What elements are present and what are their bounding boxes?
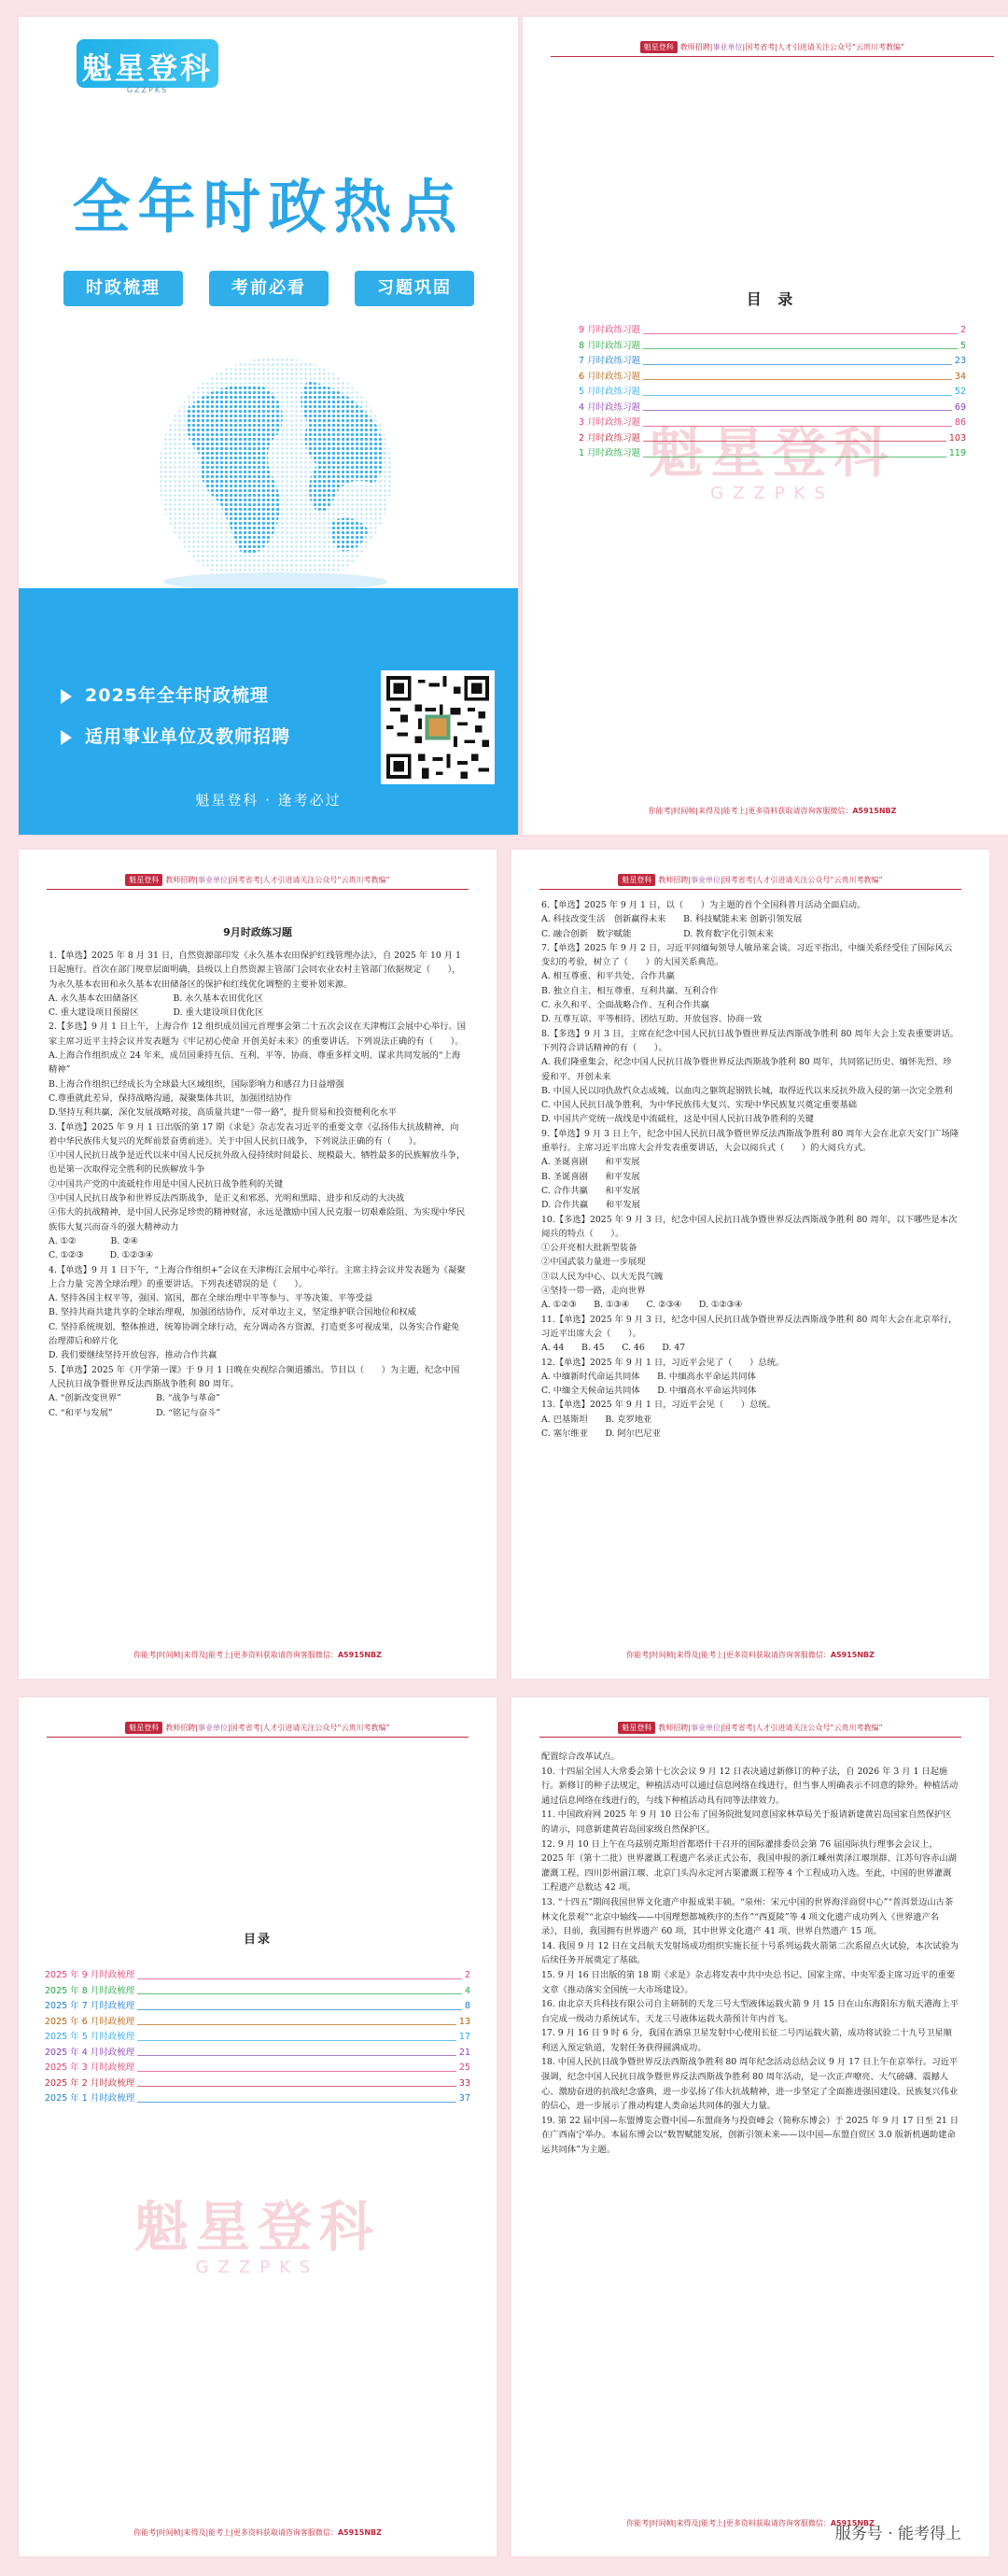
tag-must-read: 考前必看 xyxy=(209,271,329,306)
review-page xyxy=(511,1697,989,2556)
toc-entry[interactable] xyxy=(45,2091,470,2107)
toc-entry-page: 69 xyxy=(954,401,966,413)
toc-leader xyxy=(643,395,952,396)
paragraph: 14. 我国 9 月 12 日在文昌航天发射场成功组织实施长征十号系列运载火箭第二次系留点火试验，本次试验为后续任务开展奠定了基础。 xyxy=(541,1940,959,1966)
toc-entry[interactable] xyxy=(45,2015,470,2031)
page-footer: 你能考|时间帧|来得及|能考上|更多资料获取请咨询客服微信：A5915NBZ xyxy=(626,2519,875,2527)
paragraph: 13. “十四五”期间我国世界文化遗产申报成果丰硕。“泉州：宋元中国的世界海洋商贸中心”“普洱景迈山古茶林文化景观”“北京中轴线——中国理想都城秩序的杰作”“西夏陵”等 4 项文化遗产成功列入《世界遗产名录》，目前，我国拥有世界遗产 60 项，其中世界文化遗产 41 项、世界自然遗产 15 项。 xyxy=(541,1896,954,1937)
toc-entry-page: 37 xyxy=(458,2093,470,2104)
toc-entry[interactable] xyxy=(45,1984,470,2000)
toc-entry-page: 2 xyxy=(464,1970,470,1980)
toc-leader xyxy=(643,364,952,365)
toc-entry-page: 4 xyxy=(464,1985,470,1996)
paragraph: 6.【单选】2025 年 9 月 1 日，以（ ）为主题的首个全国科普月活动全面启动。 xyxy=(541,900,866,910)
qr-code xyxy=(381,670,495,784)
cover-page xyxy=(19,17,518,835)
paragraph: C. “和平与发展” D. “铭记与奋斗” xyxy=(49,1407,221,1418)
paragraph: D.坚持互利共赢，深化发展战略对接，高质量共建“一带一路”，提升贸易和投资便利化水平 xyxy=(49,1107,397,1119)
toc-entry-label: 2025 年 1 月时政梳理 xyxy=(45,2093,135,2104)
cover-slogan: 魁星登科 · 逢考必过 xyxy=(195,792,342,809)
paragraph: ②中国武装力量进一步展现 xyxy=(541,1257,646,1268)
toc-entry[interactable] xyxy=(45,1968,470,1984)
paragraph: A. 圣诞喜剧 和平发展 xyxy=(541,1157,640,1168)
paragraph: 10. 十四届全国人大常委会第十七次会议 9 月 12 日表决通过新修订的种子法，自 2026 年 3 月 1 日起施行。新修订的种子法规定，种植活动可以通过信息网络在线进行，但当事人明确表示不同意的除外。种植活动通过信息网络在线进行的，与线下种植活动具有同等法律效力。 xyxy=(541,1766,959,1806)
paragraph: 15. 9 月 16 日出版的第 18 期《求是》杂志将发表中共中央总书记、国家主席、中央军委主席习近平的重要文章《推动落实全国统一大市场建设》。 xyxy=(541,1969,956,1995)
toc-entry-page: 34 xyxy=(954,371,966,382)
toc-entry[interactable] xyxy=(45,2030,470,2046)
paragraph: C. 重大建设项目预留区 D. 重大建设项目优化区 xyxy=(49,1007,264,1019)
paragraph: C. 中国人民抗日战争胜利，为中华民族伟大复兴、实现中华民族复兴奠定重要基础 xyxy=(541,1100,858,1111)
cover-bullet-1: 2025年全年时政梳理 xyxy=(61,682,269,707)
watermark-sub: GZZPKS xyxy=(710,484,834,503)
section-title: 9月时政练习题 xyxy=(223,926,292,938)
paragraph: ③中国人民抗日战争和世界反法西斯战争，是正义和邪恶、光明和黑暗、进步和反动的大决战 xyxy=(49,1193,405,1204)
toc-leader xyxy=(137,2055,456,2056)
toc-leader xyxy=(137,2071,456,2072)
tag-practice: 习题巩固 xyxy=(355,271,474,306)
cover-bottom-panel xyxy=(19,588,518,835)
toc-entry-page: 2 xyxy=(959,325,966,335)
paragraph: 8.【多选】9 月 3 日，主席在纪念中国人民抗日战争暨世界反法西斯战争胜利 80 周年大会上发表重要讲话。下列符合讲话精神的有（ ）。 xyxy=(541,1028,959,1053)
toc-entry[interactable] xyxy=(45,2061,470,2076)
toc-list xyxy=(579,323,966,462)
paragraph: ①公开亮相大批新型装备 xyxy=(541,1243,637,1254)
paragraph: ②中国共产党的中流砥柱作用是中国人民抗日战争胜利的关键 xyxy=(49,1178,284,1189)
paragraph: 13.【单选】2025 年 9 月 1 日，习近平会见（ ）总统。 xyxy=(541,1400,776,1411)
toc-entry[interactable] xyxy=(579,370,966,386)
toc-entry-page: 25 xyxy=(458,2062,470,2073)
cover-bullet-2: 适用事业单位及教师招聘 xyxy=(61,723,290,748)
toc-leader xyxy=(137,2086,456,2087)
toc-entry[interactable] xyxy=(45,2076,470,2092)
paragraph: 11.【单选】2025 年 9 月 3 日，纪念中国人民抗日战争暨世界反法西斯战争胜利 80 周年大会在北京举行，习近平出席大会（ ）。 xyxy=(541,1314,958,1339)
paragraph: B.上海合作组织已经成长为全球最大区域组织，国际影响力和感召力日益增强 xyxy=(49,1078,344,1090)
toc-leader xyxy=(137,2024,456,2025)
paragraph: A. 巴基斯坦 B. 克罗地亚 xyxy=(541,1414,652,1425)
toc-leader xyxy=(643,333,958,334)
watermark: 魁星登科 xyxy=(133,2195,381,2259)
toc-entry-label: 4 月时政练习题 xyxy=(579,401,641,413)
paragraph: C. 中缅全天候命运共同体 D. 中缅高水平命运共同体 xyxy=(541,1386,757,1397)
toc-entry[interactable] xyxy=(579,401,966,416)
toc-list xyxy=(45,1968,470,2107)
toc-entry-page: 21 xyxy=(458,2047,470,2058)
toc-leader xyxy=(643,426,952,427)
paragraph: A. “创新改变世界” B. “战争与革命” xyxy=(49,1393,220,1404)
paragraph: D. 合作共赢 和平发展 xyxy=(541,1200,641,1211)
paragraph: 12. 9 月 10 日上午在乌兹别克斯坦首都塔什干召开的国际灌排委员会第 76 届国际执行理事会会议上，2025 年（第十二批）世界灌溉工程遗产名录正式公布，我国申报的浙江嵊州黄泽江堰坝群、江苏句容赤山湖灌溉工程、四川彭州湔江堰、北京门头沟永定河古渠灌溉工程等 4 个工程成功入选。至此，中国的世界灌溉工程遗产总数达 42 项。 xyxy=(541,1838,957,1893)
paragraph: 10.【多选】2025 年 9 月 3 日，纪念中国人民抗日战争暨世界反法西斯战争胜利 80 周年，以下哪些是本次阅兵的特点（ ）。 xyxy=(541,1214,958,1239)
paragraph: ④伟大的抗战精神，是中国人民弥足珍贵的精神财富，永远是激励中国人民克服一切艰难险阻、为实现中华民族伟大复兴而奋斗的强大精神动力 xyxy=(49,1207,466,1232)
paragraph: 配置综合改革试点。 xyxy=(541,1752,620,1762)
review-text xyxy=(541,1750,959,2158)
toc-entry-page: 33 xyxy=(458,2077,470,2089)
paragraph: 19. 第 22 届中国—东盟博览会暨中国—东盟商务与投资峰会（简称东博会）于 2025 年 9 月 17 日至 21 日在广西南宁举办。本届东博会以“数智赋能发展，创新引领未来——以中国—东盟自贸区 3.0 版新机遇助建命运共同体”为主题。 xyxy=(541,2115,959,2156)
paragraph: A. 44 B. 45 C. 46 D. 47 xyxy=(541,1343,686,1354)
page-header: 魁星登科 教师招聘|事业单位|国考省考|人才引进请关注公众号“云贵川考教编” xyxy=(523,41,1008,53)
paragraph: C. ①②③ D. ①②③④ xyxy=(49,1250,153,1261)
toc-entry-label: 7 月时政练习题 xyxy=(579,356,641,366)
paragraph: D. 互尊互谅、平等相待、团结互助、开放包容、协商一致 xyxy=(541,1014,763,1025)
paragraph: A. 永久基本农田储备区 B. 永久基本农田优化区 xyxy=(49,992,263,1004)
toc-leader xyxy=(137,2040,456,2041)
exercise-page-2 xyxy=(511,850,989,1679)
toc-entry-label: 5 月时政练习题 xyxy=(579,387,641,397)
paragraph: 3.【单选】2025 年 9 月 1 日出版的第 17 期《求是》杂志发表习近平的重要文章《弘扬伟大抗战精神，向着中华民族伟大复兴的光辉前景奋勇前进》。关于中国人民抗日战争，下列说法正确的有（ ）。 xyxy=(49,1121,459,1147)
paragraph: 9.【单选】9 月 3 日上午，纪念中国人民抗日战争暨世界反法西斯战争胜利 80 周年大会在北京天安门广场隆重举行。主席习近平出席大会并发表重要讲话，大会以阅兵式（ ）的大阅兵方式。 xyxy=(541,1128,959,1154)
tag-policy-review: 时政梳理 xyxy=(63,271,183,306)
toc-entry-page: 86 xyxy=(954,417,966,428)
paragraph: 18. 中国人民抗日战争暨世界反法西斯战争胜利 80 周年纪念活动总结会议 9 月 17 日上午在京举行。习近平强调，纪念中国人民抗日战争暨世界反法西斯战争胜利 80 周年活动，是一次正声嘹亮、大气磅礴、震撼人心、激励奋进的抗战纪念盛典，进一步弘扬了伟大抗战精神，进一步坚定了全面推进强国建设、民族复兴伟业的信心，进一步展示了推动构建人类命运共同体的强大力量。 xyxy=(541,2057,959,2112)
paragraph: C. 永久和平、全面战略合作、互利合作共赢 xyxy=(541,1000,710,1011)
paragraph: D. 中国共产党统一战线是中流砥柱，这是中国人民抗日战争胜利的关键 xyxy=(541,1114,814,1125)
page-footer: 你能考|时间帧|来得及|能考上|更多资料获取请咨询客服微信：A5915NBZ xyxy=(626,1651,875,1659)
paragraph: ①中国人民抗日战争是近代以来中国人民反抗外敌入侵持续时间最长、规模最大、牺牲最多的民族解放斗争，也是第一次取得完全胜利的民族解放斗争 xyxy=(49,1150,466,1175)
toc-entry-page: 119 xyxy=(948,448,966,458)
toc-leader xyxy=(643,348,958,349)
page-footer: 你能考|时间帧|来得及|能考上|更多资料获取请咨询客服微信：A5915NBZ xyxy=(648,807,897,815)
globe-icon xyxy=(131,344,420,596)
toc-entry-page: 8 xyxy=(464,2001,470,2011)
toc-leader xyxy=(643,441,946,442)
toc-entry-page: 23 xyxy=(954,356,966,366)
wechat-service-mark: 服务号 · 能考得上 xyxy=(834,2525,961,2543)
toc-entry-label: 2025 年 4 月时政梳理 xyxy=(45,2047,135,2058)
brand-logo: 魁星登科 GZZPKS xyxy=(77,39,218,93)
toc-entry-label: 2025 年 7 月时政梳理 xyxy=(45,2001,135,2011)
paragraph: A.上海合作组织成立 24 年来，成员国秉持互信、互利、平等、协商、尊重多样文明、谋求共同发展的“上海精神” xyxy=(49,1050,461,1076)
toc-entry[interactable] xyxy=(579,354,966,370)
toc-entry-page: 17 xyxy=(458,2032,470,2042)
toc-entry[interactable] xyxy=(579,323,966,339)
toc-leader xyxy=(643,410,952,411)
exercise-page-1 xyxy=(19,850,497,1679)
paragraph: ③以人民为中心、以大无畏气魄 xyxy=(541,1271,664,1282)
paragraph: 2.【多选】9 月 1 日上午，上海合作 12 组织成员国元首理事会第二十五次会议在天津梅江会展中心举行。国家主席习近平主持会议并发表题为《牢记初心使命 开创美好未来》的重要讲话。下列说法正确的有（ ）。 xyxy=(49,1021,467,1047)
cover-title: 全年时政热点 xyxy=(72,173,465,241)
paragraph: A. 我们隆重集会，纪念中国人民抗日战争暨世界反法西斯战争胜利 80 周年，共同铭记历史、缅怀先烈、珍爱和平、开创未来 xyxy=(541,1057,952,1082)
paragraph: A. 中缅新时代命运共同体 B. 中缅高水平命运共同体 xyxy=(541,1371,756,1382)
toc-entry[interactable] xyxy=(45,1999,470,2015)
toc-entry-label: 2025 年 6 月时政梳理 xyxy=(45,2016,135,2027)
paragraph: D. 我们要继续坚持开放包容，推动合作共赢 xyxy=(49,1350,217,1361)
toc-entry[interactable] xyxy=(579,385,966,401)
toc-entry-page: 13 xyxy=(458,2016,470,2027)
paragraph: 1.【单选】2025 年 8 月 31 日，自然资源部印发《永久基本农田保护红线管理办法》，自 2025 年 10 月 1 日起施行。首次在部门规章层面明确，县级以上自然资源主管部门会同农业农村主管部门依据规定（ ），为永久基本农田和永久基本农田储备区的保护和红线优化调整的主要补划来源。 xyxy=(49,950,461,990)
paragraph: 4.【单选】9 月 1 日下午，“上海合作组织+”会议在天津梅江会展中心举行。主席主持会议并发表题为《凝聚上合力量 完善全球治理》的重要讲话。下列表述错误的是（ ）。 xyxy=(49,1264,466,1289)
paragraph: B. 圣诞喜剧 和平发展 xyxy=(541,1171,640,1182)
toc-entry-label: 2025 年 8 月时政梳理 xyxy=(45,1985,135,1996)
toc-entry-label: 6 月时政练习题 xyxy=(579,371,641,382)
paragraph: 16. 由北京天兵科技有限公司自主研制的天龙三号大型液体运载火箭 9 月 15 日在山东海阳东方航天港海上平台完成一级动力系统试车，天龙三号液体运载火箭预计年内首飞。 xyxy=(541,1999,959,2024)
paragraph: A. ①② B. ②④ xyxy=(49,1235,138,1246)
exercise-text xyxy=(541,898,959,1441)
paragraph: B. 中国人民以同仇敌忾众志成城、以血肉之躯筑起钢铁长城，取得近代以来反抗外敌入侵的第一次完全胜利 xyxy=(541,1085,953,1096)
toc-entry-page: 52 xyxy=(954,387,966,397)
toc-leader xyxy=(137,1978,462,1979)
paragraph: C. 坚持系统规划，整体推进，统筹协调全球行动，充分调动各方资源，打造更多可视成果，以务实合作避免治理滞后和碎片化 xyxy=(49,1321,460,1347)
toc-entry-label: 2025 年 5 月时政梳理 xyxy=(45,2032,135,2042)
toc-entry-label: 2025 年 9 月时政梳理 xyxy=(45,1970,135,1980)
toc-entry-page: 103 xyxy=(948,432,966,443)
page-header: 魁星登科 教师招聘|事业单位|国考省考|人才引进请关注公众号“云贵川考教编” xyxy=(511,874,989,886)
exercise-text xyxy=(49,949,467,1420)
paragraph: 12.【单选】2025 年 9 月 1 日，习近平会见了（ ）总统。 xyxy=(541,1357,785,1368)
page-header: 魁星登科 教师招聘|事业单位|国考省考|人才引进请关注公众号“云贵川考教编” xyxy=(19,874,497,886)
toc-entry-label: 2025 年 3 月时政梳理 xyxy=(45,2062,135,2073)
toc-leader xyxy=(643,379,952,380)
toc-title: 目录 xyxy=(243,1933,272,1947)
paragraph: 17. 9 月 16 日 9 时 6 分，我国在酒泉卫星发射中心使用长征二号丙运载火箭，成功将试验二十九号卫星顺利送入预定轨道，发射任务获得圆满成功。 xyxy=(541,2028,952,2053)
page-footer: 你能考|时间帧|来得及|能考上|更多资料获取请咨询客服微信：A5915NBZ xyxy=(133,2528,382,2537)
toc-entry-label: 2025 年 2 月时政梳理 xyxy=(45,2077,135,2089)
page-header: 魁星登科 教师招聘|事业单位|国考省考|人才引进请关注公众号“云贵川考教编” xyxy=(511,1722,989,1734)
page-header: 魁星登科 教师招聘|事业单位|国考省考|人才引进请关注公众号“云贵川考教编” xyxy=(19,1722,497,1734)
toc-entry[interactable] xyxy=(579,431,966,447)
toc-entry[interactable] xyxy=(579,446,966,462)
toc-entry[interactable] xyxy=(579,415,966,431)
toc-title: 目 录 xyxy=(746,290,799,308)
paragraph: 11. 中国政府网 2025 年 9 月 10 日公布了国务院批复同意国家林草局关于报请新建黄岩岛国家自然保护区的请示，同意新建黄岩岛国家级自然保护区。 xyxy=(541,1809,952,1835)
toc-entry-label: 3 月时政练习题 xyxy=(579,417,641,428)
paragraph: B. 坚持共商共建共享的全球治理观，加强团结协作，反对单边主义，坚定维护联合国地位和权威 xyxy=(49,1307,416,1318)
cover-tags xyxy=(63,271,474,306)
paragraph: ④坚持一带一路，走向世界 xyxy=(541,1286,646,1297)
toc-leader xyxy=(137,1993,462,1994)
watermark-sub: GZZPKS xyxy=(195,2258,320,2277)
toc-entry-page: 5 xyxy=(959,340,966,351)
paragraph: 7.【单选】2025 年 9 月 2 日，习近平同缅甸领导人敏昂莱会谈。习近平指出，中缅关系经受住了国际风云变幻的考验，树立了（ ）的大国关系典范。 xyxy=(541,942,953,968)
toc-entry[interactable] xyxy=(45,2046,470,2062)
paragraph: A. 相互尊重、和平共处、合作共赢 xyxy=(541,971,675,982)
toc-entry-label: 2 月时政练习题 xyxy=(579,432,641,443)
toc-entry-label: 8 月时政练习题 xyxy=(579,340,641,351)
toc-leader xyxy=(137,2102,456,2103)
paragraph: A. 坚持各国主权平等，强国、富国，都在全球治理中平等参与、平等决策、平等受益 xyxy=(49,1293,373,1304)
toc-page-exercises xyxy=(523,17,1008,835)
page-footer: 你能考|时间帧|来得及|能考上|更多资料获取请咨询客服微信：A5915NBZ xyxy=(133,1651,382,1659)
cover-top xyxy=(19,17,518,502)
paragraph: C.尊重就此差异，保持战略沟通，凝聚集体共识，加强团结协作 xyxy=(49,1092,292,1104)
paragraph: A. ①②③ B. ①③④ C. ②③④ D. ①②③④ xyxy=(541,1300,743,1311)
paragraph: C. 融合创新 数字赋能 D. 教育数字化引领未来 xyxy=(541,928,774,939)
toc-entry-label: 1 月时政练习题 xyxy=(579,448,641,458)
paragraph: B. 独立自主、相互尊重、互利共赢、互利合作 xyxy=(541,985,719,996)
paragraph: A. 科技改变生活 创新赢得未来 B. 科技赋能未来 创新引领发展 xyxy=(541,914,803,925)
watermark: 魁星登科 xyxy=(649,421,896,485)
toc-entry-label: 9 月时政练习题 xyxy=(579,325,641,335)
toc-entry[interactable] xyxy=(579,339,966,355)
paragraph: C. 塞尔维亚 D. 阿尔巴尼亚 xyxy=(541,1428,661,1439)
toc-leader xyxy=(137,2009,462,2010)
paragraph: 5.【单选】2025 年《开学第一课》于 9 月 1 日晚在央视综合频道播出。节目以（ ）为主题，纪念中国人民抗日战争暨世界反法西斯战争胜利 80 周年。 xyxy=(49,1364,460,1389)
paragraph: C. 合作共赢 和平发展 xyxy=(541,1185,640,1196)
toc-page-review xyxy=(19,1697,497,2556)
